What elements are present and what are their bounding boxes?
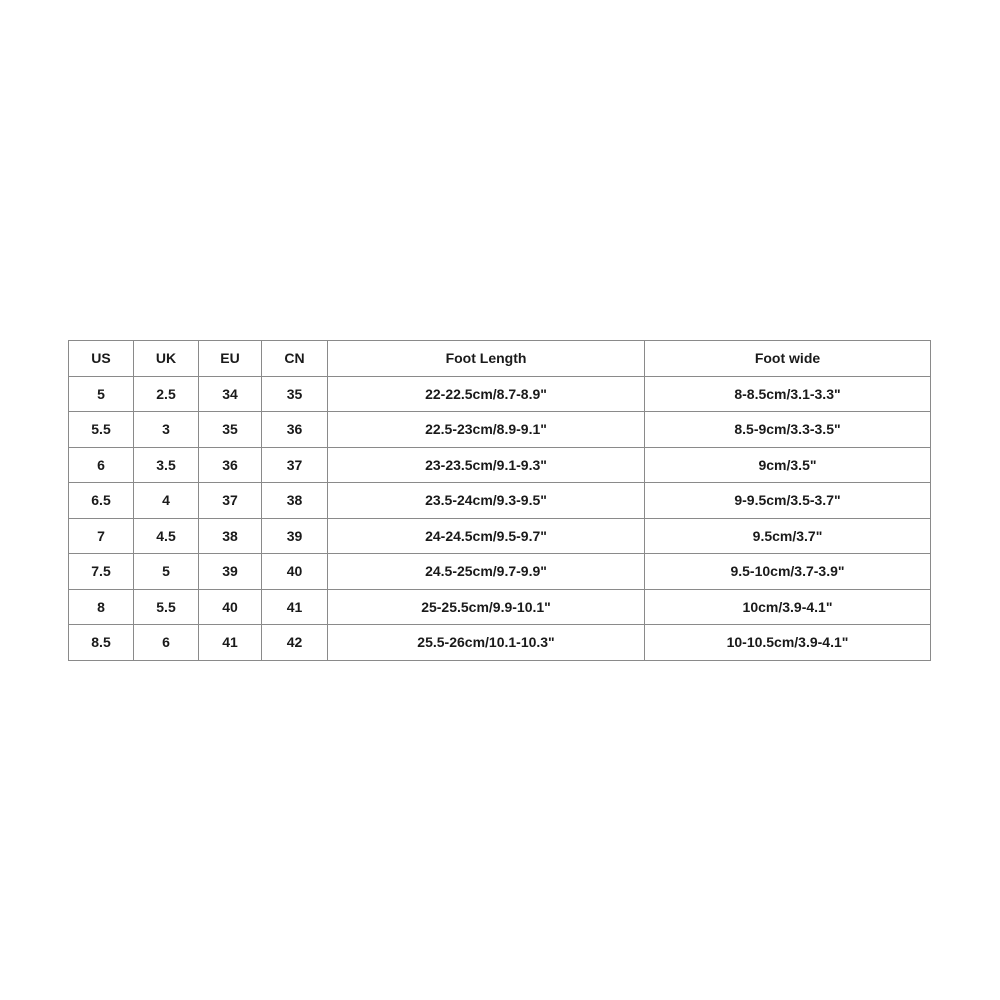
foot-length-cell: 23-23.5cm/9.1-9.3": [328, 447, 645, 483]
foot-wide-cell: 9.5-10cm/3.7-3.9": [645, 554, 931, 590]
uk-cell: 6: [134, 625, 199, 661]
uk-cell: 4: [134, 483, 199, 519]
cn-cell: 40: [262, 554, 328, 590]
table-row: [69, 483, 931, 519]
foot-wide-cell: 9-9.5cm/3.5-3.7": [645, 483, 931, 519]
cn-cell: 36: [262, 412, 328, 448]
eu-cell: 39: [199, 554, 262, 590]
table-body: [69, 376, 931, 660]
eu-cell: 40: [199, 589, 262, 625]
us-cell: 7.5: [69, 554, 134, 590]
foot-length-cell: 22.5-23cm/8.9-9.1": [328, 412, 645, 448]
cn-cell: 37: [262, 447, 328, 483]
uk-cell: 2.5: [134, 376, 199, 412]
foot-length-cell: 23.5-24cm/9.3-9.5": [328, 483, 645, 519]
header-eu: EU: [199, 341, 262, 377]
cn-cell: 38: [262, 483, 328, 519]
uk-cell: 5.5: [134, 589, 199, 625]
cn-cell: 42: [262, 625, 328, 661]
table-row: [69, 376, 931, 412]
us-cell: 5: [69, 376, 134, 412]
foot-length-cell: 25-25.5cm/9.9-10.1": [328, 589, 645, 625]
uk-cell: 3.5: [134, 447, 199, 483]
foot-wide-cell: 9cm/3.5": [645, 447, 931, 483]
us-cell: 8.5: [69, 625, 134, 661]
header-foot-wide: Foot wide: [645, 341, 931, 377]
table-row: [69, 554, 931, 590]
uk-cell: 5: [134, 554, 199, 590]
cn-cell: 39: [262, 518, 328, 554]
eu-cell: 34: [199, 376, 262, 412]
header-uk: UK: [134, 341, 199, 377]
us-cell: 6.5: [69, 483, 134, 519]
eu-cell: 37: [199, 483, 262, 519]
eu-cell: 35: [199, 412, 262, 448]
table-row: [69, 412, 931, 448]
cn-cell: 35: [262, 376, 328, 412]
header-cn: CN: [262, 341, 328, 377]
header-foot-length: Foot Length: [328, 341, 645, 377]
cn-cell: 41: [262, 589, 328, 625]
uk-cell: 3: [134, 412, 199, 448]
us-cell: 6: [69, 447, 134, 483]
table-row: [69, 518, 931, 554]
eu-cell: 41: [199, 625, 262, 661]
foot-wide-cell: 9.5cm/3.7": [645, 518, 931, 554]
us-cell: 7: [69, 518, 134, 554]
us-cell: 8: [69, 589, 134, 625]
header-row: [69, 341, 931, 377]
table-row: [69, 625, 931, 661]
table-row: [69, 589, 931, 625]
us-cell: 5.5: [69, 412, 134, 448]
table-header: [69, 341, 931, 377]
foot-length-cell: 25.5-26cm/10.1-10.3": [328, 625, 645, 661]
foot-wide-cell: 8.5-9cm/3.3-3.5": [645, 412, 931, 448]
foot-wide-cell: 10-10.5cm/3.9-4.1": [645, 625, 931, 661]
foot-length-cell: 24.5-25cm/9.7-9.9": [328, 554, 645, 590]
foot-length-cell: 24-24.5cm/9.5-9.7": [328, 518, 645, 554]
foot-wide-cell: 10cm/3.9-4.1": [645, 589, 931, 625]
header-us: US: [69, 341, 134, 377]
table-row: [69, 447, 931, 483]
foot-wide-cell: 8-8.5cm/3.1-3.3": [645, 376, 931, 412]
uk-cell: 4.5: [134, 518, 199, 554]
eu-cell: 36: [199, 447, 262, 483]
foot-length-cell: 22-22.5cm/8.7-8.9": [328, 376, 645, 412]
eu-cell: 38: [199, 518, 262, 554]
size-chart-table: [68, 340, 931, 661]
